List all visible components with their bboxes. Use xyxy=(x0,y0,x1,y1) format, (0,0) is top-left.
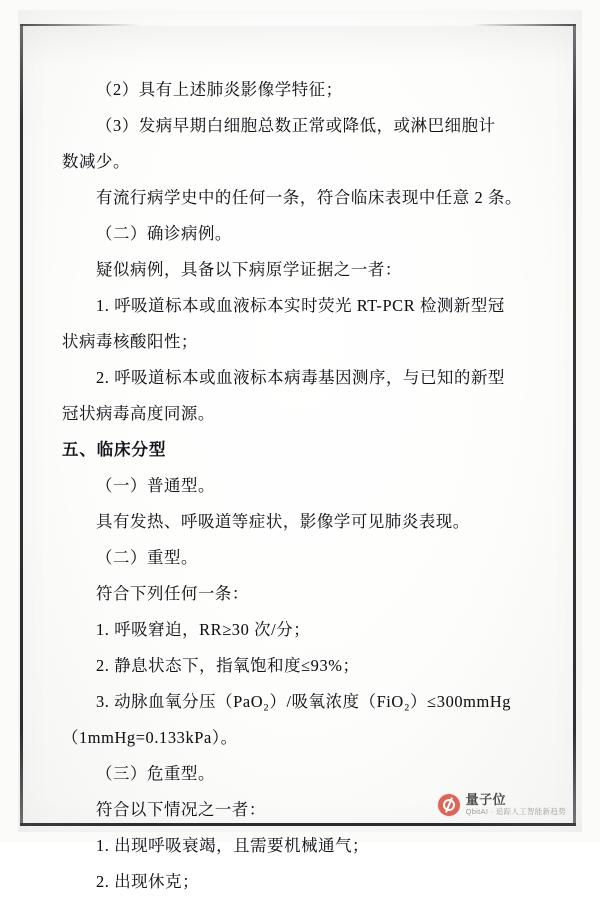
document-line: 1. 呼吸窘迫，RR≥30 次/分； xyxy=(96,620,311,639)
document-text-body xyxy=(62,72,532,900)
document-line: （1mmHg=0.133kPa）。 xyxy=(62,728,238,747)
watermark-subtitle: QbitAI · 追踪人工智能新趋势 xyxy=(465,807,566,817)
document-line: 1. 出现呼吸衰竭，且需要机械通气； xyxy=(96,836,370,855)
document-line: 冠状病毒高度同源。 xyxy=(62,404,215,423)
document-line: （3）发病早期白细胞总数正常或降低，或淋巴细胞计 xyxy=(96,116,496,135)
document-line: 2. 静息状态下，指氧饱和度≤93%； xyxy=(96,656,360,675)
document-line: （一）普通型。 xyxy=(96,476,215,495)
section-heading: 五、临床分型 xyxy=(62,440,167,459)
document-line: 状病毒核酸阳性； xyxy=(62,332,198,351)
document-line: 3. 动脉血氧分压（PaO₂）/吸氧浓度（FiO₂）≤300mmHg xyxy=(96,692,512,711)
watermark-title: 量子位 xyxy=(465,792,507,808)
watermark xyxy=(438,793,566,816)
document-line: 疑似病例，具备以下病原学证据之一者： xyxy=(96,260,402,279)
page-edge-right xyxy=(573,26,576,826)
watermark-texts xyxy=(466,793,566,816)
document-line: （三）危重型。 xyxy=(96,764,215,783)
document-line: （二）重型。 xyxy=(96,548,198,567)
document-line: 具有发热、呼吸道等症状，影像学可见肺炎表现。 xyxy=(96,512,470,531)
document-line: 有流行病学史中的任何一条，符合临床表现中任意 2 条。 xyxy=(96,188,522,207)
page-edge-top-right xyxy=(470,24,576,26)
document-line: （2）具有上述肺炎影像学特征； xyxy=(96,80,343,99)
document-line: 2. 出现休克； xyxy=(96,872,200,891)
qbitai-logo-icon xyxy=(438,794,460,816)
document-line: （二）确诊病例。 xyxy=(96,224,232,243)
page-edge-top-left xyxy=(20,24,140,26)
document-line: 符合下列任何一条： xyxy=(96,584,249,603)
document-line: 符合以下情况之一者： xyxy=(96,800,266,819)
document-line: 1. 呼吸道标本或血液标本实时荧光 RT-PCR 检测新型冠 xyxy=(96,296,505,315)
page-edge-left xyxy=(20,26,23,826)
document-line: 数减少。 xyxy=(62,152,130,171)
document-line: 2. 呼吸道标本或血液标本病毒基因测序，与已知的新型 xyxy=(96,368,505,387)
